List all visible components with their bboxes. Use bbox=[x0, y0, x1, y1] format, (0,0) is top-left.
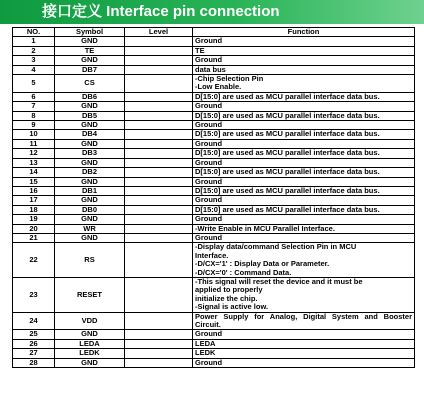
pin-number-cell: 1 bbox=[13, 37, 55, 46]
pin-function-cell bbox=[193, 168, 415, 177]
pin-function-cell bbox=[193, 215, 415, 224]
pin-level-cell bbox=[125, 158, 193, 167]
pin-number-cell: 11 bbox=[13, 139, 55, 148]
pin-number-cell: 5 bbox=[13, 75, 55, 93]
pin-symbol-cell: LEDA bbox=[55, 339, 125, 348]
pin-function-cell bbox=[193, 37, 415, 46]
pin-function-cell bbox=[193, 243, 415, 278]
pin-number-cell: 26 bbox=[13, 339, 55, 348]
pin-function-cell bbox=[193, 277, 415, 312]
function-line: -This signal will reset the device and it must be bbox=[195, 277, 363, 286]
pin-number-cell: 3 bbox=[13, 56, 55, 65]
table-row bbox=[13, 177, 415, 186]
pin-symbol-cell: DB3 bbox=[55, 149, 125, 158]
pin-symbol-cell: DB6 bbox=[55, 92, 125, 101]
function-line: Ground bbox=[195, 177, 223, 186]
pin-symbol-cell: DB5 bbox=[55, 111, 125, 120]
function-line: D[15:0] are used as MCU parallel interface data bus. bbox=[195, 186, 380, 195]
pin-symbol-cell: GND bbox=[55, 358, 125, 367]
table-row bbox=[13, 37, 415, 46]
function-line: D[15:0] are used as MCU parallel interface data bus. bbox=[195, 129, 380, 139]
function-line: D[15:0] are used as MCU parallel interface data bus. bbox=[195, 167, 380, 177]
pin-symbol-cell: DB7 bbox=[55, 65, 125, 74]
pin-function-cell bbox=[193, 205, 415, 214]
function-line: Ground bbox=[195, 55, 223, 65]
function-line: -Low Enable. bbox=[195, 82, 242, 92]
pin-level-cell bbox=[125, 65, 193, 74]
table-row bbox=[13, 158, 415, 167]
column-header-symbol: Symbol bbox=[55, 28, 125, 37]
pin-function-cell bbox=[193, 92, 415, 101]
pin-function-cell bbox=[193, 196, 415, 205]
table-row bbox=[13, 215, 415, 224]
pin-symbol-cell: WR bbox=[55, 224, 125, 233]
function-line: Ground bbox=[195, 158, 223, 167]
pin-symbol-cell: GND bbox=[55, 56, 125, 65]
table-row bbox=[13, 330, 415, 339]
pin-number-cell: 19 bbox=[13, 215, 55, 224]
pin-table bbox=[12, 27, 415, 368]
function-line: applied to properly bbox=[195, 285, 263, 295]
pin-level-cell bbox=[125, 102, 193, 111]
function-line: Ground bbox=[195, 195, 223, 205]
function-line: D[15:0] are used as MCU parallel interface data bus. bbox=[195, 92, 380, 101]
pin-symbol-cell: VDD bbox=[55, 312, 125, 330]
pin-symbol-cell: CS bbox=[55, 75, 125, 93]
function-line: Interface. bbox=[195, 250, 229, 260]
pin-level-cell bbox=[125, 243, 193, 278]
pin-level-cell bbox=[125, 215, 193, 224]
pin-function-cell bbox=[193, 349, 415, 358]
pin-function-cell bbox=[193, 186, 415, 195]
pin-number-cell: 24 bbox=[13, 312, 55, 330]
pin-function-cell bbox=[193, 121, 415, 130]
function-line: Ground bbox=[195, 358, 223, 367]
pin-symbol-cell: DB1 bbox=[55, 186, 125, 195]
pin-level-cell bbox=[125, 37, 193, 46]
pin-symbol-cell: GND bbox=[55, 139, 125, 148]
pin-symbol-cell: RS bbox=[55, 243, 125, 278]
pin-level-cell bbox=[125, 330, 193, 339]
function-line: LEDA bbox=[195, 339, 216, 348]
function-line: LEDK bbox=[195, 348, 216, 358]
pin-level-cell bbox=[125, 46, 193, 55]
function-line: D[15:0] are used as MCU parallel interface data bus. bbox=[195, 148, 380, 158]
pin-symbol-cell: GND bbox=[55, 102, 125, 111]
pin-level-cell bbox=[125, 358, 193, 367]
table-row bbox=[13, 349, 415, 358]
pin-symbol-cell: DB2 bbox=[55, 168, 125, 177]
pin-function-cell bbox=[193, 177, 415, 186]
pin-level-cell bbox=[125, 277, 193, 312]
column-header-no: NO. bbox=[13, 28, 55, 37]
pin-level-cell bbox=[125, 205, 193, 214]
pin-number-cell: 27 bbox=[13, 349, 55, 358]
pin-function-cell bbox=[193, 358, 415, 367]
pin-function-cell bbox=[193, 330, 415, 339]
pin-number-cell: 13 bbox=[13, 158, 55, 167]
pin-number-cell: 14 bbox=[13, 168, 55, 177]
table-row bbox=[13, 196, 415, 205]
pin-number-cell: 21 bbox=[13, 233, 55, 242]
pin-function-cell bbox=[193, 46, 415, 55]
pin-symbol-cell: GND bbox=[55, 215, 125, 224]
function-line: TE bbox=[195, 46, 205, 55]
table-row bbox=[13, 312, 415, 330]
pin-level-cell bbox=[125, 149, 193, 158]
table-header-row bbox=[13, 28, 415, 37]
pin-symbol-cell: GND bbox=[55, 158, 125, 167]
pin-symbol-cell: DB4 bbox=[55, 130, 125, 139]
pin-level-cell bbox=[125, 349, 193, 358]
table-row bbox=[13, 233, 415, 242]
pin-number-cell: 7 bbox=[13, 102, 55, 111]
table-row bbox=[13, 111, 415, 120]
pin-number-cell: 15 bbox=[13, 177, 55, 186]
pin-function-cell bbox=[193, 56, 415, 65]
function-line: initialize the chip. bbox=[195, 293, 258, 303]
function-line: Ground bbox=[195, 329, 223, 339]
pin-number-cell: 17 bbox=[13, 196, 55, 205]
pin-level-cell bbox=[125, 339, 193, 348]
function-line: -D/CX='0' : Command Data. bbox=[195, 267, 292, 277]
pin-function-cell bbox=[193, 149, 415, 158]
pin-level-cell bbox=[125, 233, 193, 242]
pin-number-cell: 28 bbox=[13, 358, 55, 367]
pin-number-cell: 4 bbox=[13, 65, 55, 74]
pin-symbol-cell: GND bbox=[55, 330, 125, 339]
page-title-banner bbox=[0, 0, 424, 24]
pin-number-cell: 20 bbox=[13, 224, 55, 233]
table-body bbox=[13, 37, 415, 368]
column-header-function: Function bbox=[193, 28, 415, 37]
table-row bbox=[13, 224, 415, 233]
table-row bbox=[13, 339, 415, 348]
page-title: 接口定义 Interface pin connection bbox=[42, 3, 280, 20]
pin-level-cell bbox=[125, 121, 193, 130]
table-row bbox=[13, 46, 415, 55]
pin-symbol-cell: DB0 bbox=[55, 205, 125, 214]
pin-number-cell: 12 bbox=[13, 149, 55, 158]
column-header-level: Level bbox=[125, 28, 193, 37]
table-row bbox=[13, 65, 415, 74]
pin-symbol-cell: RESET bbox=[55, 277, 125, 312]
pin-symbol-cell: TE bbox=[55, 46, 125, 55]
pin-symbol-cell: GND bbox=[55, 177, 125, 186]
pin-function-cell bbox=[193, 158, 415, 167]
pin-function-cell bbox=[193, 339, 415, 348]
function-line: data bus bbox=[195, 65, 226, 74]
pin-function-cell bbox=[193, 139, 415, 148]
table-row bbox=[13, 56, 415, 65]
pin-symbol-cell: GND bbox=[55, 233, 125, 242]
table-row bbox=[13, 139, 415, 148]
function-line: Ground bbox=[195, 233, 223, 242]
pin-level-cell bbox=[125, 186, 193, 195]
pin-function-cell bbox=[193, 224, 415, 233]
pin-symbol-cell: GND bbox=[55, 121, 125, 130]
pin-function-cell bbox=[193, 111, 415, 120]
function-line: -Display data/command Selection Pin in MCU bbox=[195, 242, 357, 252]
pin-number-cell: 23 bbox=[13, 277, 55, 312]
pin-level-cell bbox=[125, 196, 193, 205]
pin-number-cell: 6 bbox=[13, 92, 55, 101]
table-row bbox=[13, 130, 415, 139]
function-line: D[15:0] are used as MCU parallel interface data bus. bbox=[195, 205, 380, 214]
function-line: Ground bbox=[195, 101, 223, 111]
pin-number-cell: 2 bbox=[13, 46, 55, 55]
pin-function-cell bbox=[193, 130, 415, 139]
table-row bbox=[13, 92, 415, 101]
pin-level-cell bbox=[125, 224, 193, 233]
table-row bbox=[13, 121, 415, 130]
function-line: Ground bbox=[195, 120, 223, 130]
pin-function-cell bbox=[193, 233, 415, 242]
pin-function-cell bbox=[193, 102, 415, 111]
pin-number-cell: 8 bbox=[13, 111, 55, 120]
pin-level-cell bbox=[125, 177, 193, 186]
pin-number-cell: 10 bbox=[13, 130, 55, 139]
function-line: Ground bbox=[195, 139, 223, 148]
table-row bbox=[13, 149, 415, 158]
function-line: Ground bbox=[195, 214, 223, 224]
pin-level-cell bbox=[125, 130, 193, 139]
pin-function-cell bbox=[193, 312, 415, 330]
function-line: -Write Enable in MCU Parallel Interface. bbox=[195, 224, 335, 233]
table-row bbox=[13, 277, 415, 312]
table-row bbox=[13, 186, 415, 195]
pin-table-container bbox=[12, 27, 414, 368]
pin-level-cell bbox=[125, 92, 193, 101]
pin-function-cell bbox=[193, 75, 415, 93]
pin-number-cell: 22 bbox=[13, 243, 55, 278]
pin-level-cell bbox=[125, 139, 193, 148]
function-line: D[15:0] are used as MCU parallel interface data bus. bbox=[195, 111, 380, 120]
pin-number-cell: 18 bbox=[13, 205, 55, 214]
pin-level-cell bbox=[125, 111, 193, 120]
function-line: Power Supply for Analog, Digital System and Booster Circuit. bbox=[195, 312, 412, 329]
table-row bbox=[13, 205, 415, 214]
pin-symbol-cell: GND bbox=[55, 37, 125, 46]
table-row bbox=[13, 243, 415, 278]
pin-number-cell: 9 bbox=[13, 121, 55, 130]
table-row bbox=[13, 168, 415, 177]
table-row bbox=[13, 102, 415, 111]
table-row bbox=[13, 358, 415, 367]
pin-level-cell bbox=[125, 168, 193, 177]
pin-level-cell bbox=[125, 312, 193, 330]
function-line: -Signal is active low. bbox=[195, 302, 269, 312]
function-line: Ground bbox=[195, 36, 223, 46]
function-line: -Chip Selection Pin bbox=[195, 74, 264, 84]
pin-level-cell bbox=[125, 75, 193, 93]
pin-number-cell: 25 bbox=[13, 330, 55, 339]
table-row bbox=[13, 75, 415, 93]
pin-function-cell bbox=[193, 65, 415, 74]
pin-level-cell bbox=[125, 56, 193, 65]
pin-symbol-cell: LEDK bbox=[55, 349, 125, 358]
function-line: -D/CX='1' : Display Data or Parameter. bbox=[195, 259, 330, 269]
pin-number-cell: 16 bbox=[13, 186, 55, 195]
pin-symbol-cell: GND bbox=[55, 196, 125, 205]
